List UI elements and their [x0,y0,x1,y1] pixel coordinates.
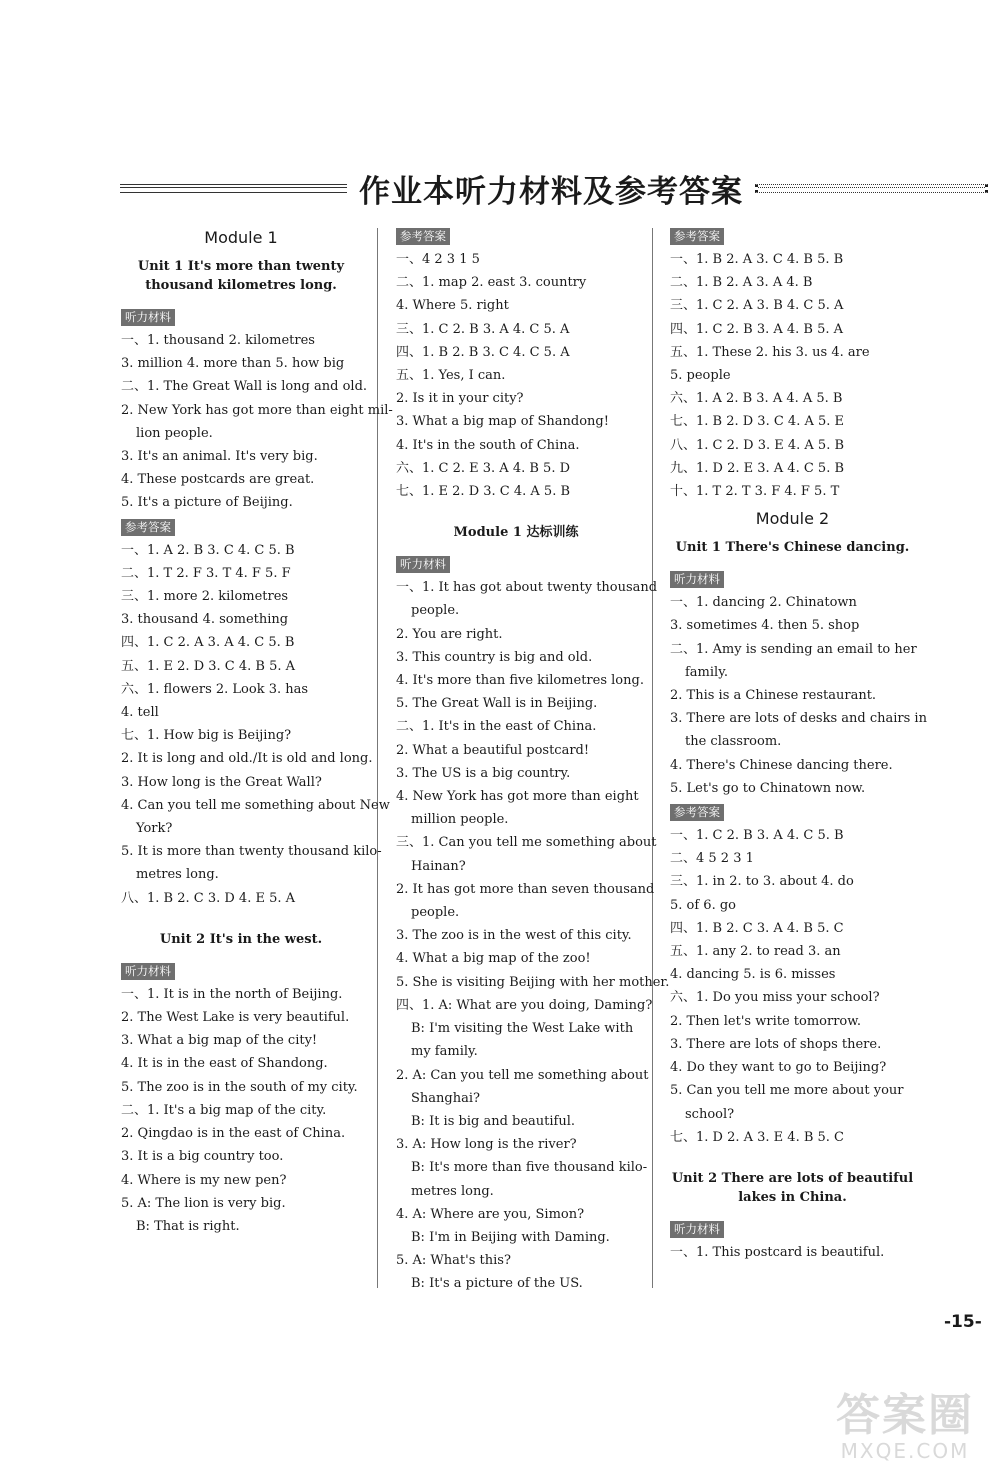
text-line: 2. Qingdao is in the east of China. [121,1126,346,1142]
text-line: 五、1. E 2. D 3. C 4. B 5. A [121,658,296,674]
listening-list [121,983,361,1238]
text-line: 一、4 2 3 1 5 [396,252,480,267]
title-rule-right [755,184,988,193]
text-line: 七、1. E 2. D 3. C 4. A 5. B [396,484,571,500]
text-line: 3. What a big map of Shandong! [396,414,609,430]
answer-tag: 参考答案 [121,519,175,536]
text-line: 九、1. D 2. E 3. A 4. C 5. B [670,460,845,476]
text-line: 4. Do they want to go to Beijing? [670,1060,887,1076]
text-line: 2. New York has got more than eight mil- [121,402,393,418]
text-line: 4. tell [121,705,159,721]
text-line: metres long. [136,867,219,883]
watermark-logo [820,1392,990,1464]
text-line: 一、1. It is in the north of Beijing. [121,986,343,1002]
text-line: 四、1. C 2. B 3. A 4. B 5. A [670,321,844,337]
text-line: 4. It's in the south of China. [396,437,580,453]
text-line: 三、1. C 2. B 3. A 4. C 5. A [396,321,570,337]
text-line: 十、1. T 2. T 3. F 4. F 5. T [670,484,840,500]
text-line: B: That is right. [136,1218,240,1234]
text-line: people. [411,905,460,921]
text-line: 3. There are lots of shops there. [670,1036,882,1052]
text-line: 5. It's a picture of Beijing. [121,495,293,511]
module-heading: Module 2 [755,509,830,529]
text-line: 一、1. C 2. B 3. A 4. C 5. B [670,828,844,844]
text-line: 3. There are lots of desks and chairs in [670,711,927,727]
watermark-site: MXQE.COM [840,1439,970,1463]
text-line: 四、1. C 2. A 3. A 4. C 5. B [121,635,295,651]
text-line: 4. There's Chinese dancing there. [670,757,893,773]
text-line: 八、1. C 2. D 3. E 4. A 5. B [670,437,845,453]
text-line: 4. What a big map of the zoo! [396,951,591,967]
text-line: 3. How long is the Great Wall? [121,774,322,790]
text-line: the classroom. [685,734,782,750]
text-line: 六、1. Do you miss your school? [670,990,880,1006]
text-line: B: It's a picture of the US. [411,1276,583,1292]
text-line: 5. The zoo is in the south of my city. [121,1079,358,1095]
text-line: 四、1. B 2. C 3. A 4. B 5. C [670,920,844,936]
text-line: lion people. [136,425,213,441]
text-line: 4. New York has got more than eight [396,789,639,805]
text-line: 三、1. in 2. to 3. about 4. do [670,874,854,890]
unit-heading: Unit 1 It's more than twenty thousand kilometres long. [137,259,345,293]
text-line: my family. [411,1044,478,1060]
text-line: metres long. [411,1183,494,1199]
text-line: people. [411,603,460,619]
module-heading: Module 1 [204,228,278,247]
text-line: 5. of 6. go [670,897,736,913]
text-line: 5. The Great Wall is in Beijing. [396,696,598,712]
text-line: 五、1. These 2. his 3. us 4. are [670,344,870,360]
unit-heading: Unit 1 There's Chinese dancing. [675,540,910,556]
text-line: 2. A: Can you tell me something about [396,1067,649,1083]
text-line: 3. sometimes 4. then 5. shop [670,618,860,634]
text-line: 5. Can you tell me more about your [670,1083,904,1099]
column-2 [396,224,670,1296]
text-line: 3. This country is big and old. [396,649,593,665]
text-line: 4. Where is my new pen? [121,1172,287,1188]
text-line: 3. A: How long is the river? [396,1137,577,1153]
text-line: 二、1. The Great Wall is long and old. [121,379,368,395]
text-line: 二、1. It's a big map of the city. [121,1102,327,1118]
answer-tag: 参考答案 [396,228,450,245]
column-1 [121,224,393,1238]
listening-list [396,576,670,1295]
listening-tag: 听力材料 [670,1221,724,1238]
text-line: 2. What a beautiful postcard! [396,742,590,758]
answer-list [396,248,636,503]
text-line: 三、1. C 2. A 3. B 4. C 5. A [670,298,844,314]
text-line: 2. It has got more than seven thousand [396,881,655,897]
text-line: 3. The US is a big country. [396,765,571,781]
listening-list [670,1241,915,1264]
text-line: 五、1. Yes, I can. [396,368,506,384]
text-line: 3. What a big map of the city! [121,1033,318,1049]
text-line: 一、1. dancing 2. Chinatown [670,595,857,611]
text-line: 4. It's more than five kilometres long. [396,673,644,689]
text-line: 2. You are right. [396,626,503,642]
text-line: 七、1. How big is Beijing? [121,728,292,744]
text-line: 3. million 4. more than 5. how big [121,356,345,372]
text-line: 5. She is visiting Beijing with her mother. [396,974,670,990]
answer-list [670,824,915,1149]
text-line: 5. A: The lion is very big. [121,1195,286,1211]
text-line: 四、1. A: What are you doing, Daming? [396,997,653,1013]
listening-tag: 听力材料 [670,571,724,588]
text-line: 七、1. D 2. A 3. E 4. B 5. C [670,1129,845,1145]
text-line: 5. Let's go to Chinatown now. [670,780,866,796]
text-line: million people. [411,812,509,828]
section-heading: Module 1 达标训练 [453,525,579,541]
title-rule-left [120,184,347,193]
text-line: B: I'm visiting the West Lake with [411,1021,634,1037]
text-line: 4. A: Where are you, Simon? [396,1206,585,1222]
text-line: 二、1. Amy is sending an email to her [670,641,917,657]
text-line: 八、1. B 2. C 3. D 4. E 5. A [121,890,296,906]
text-line: 2. The West Lake is very beautiful. [121,1010,350,1026]
column-divider [652,228,653,1288]
unit-heading: Unit 2 It's in the west. [159,931,323,947]
text-line: 4. dancing 5. is 6. misses [670,967,836,983]
page-title-bar [120,166,988,210]
column-divider [377,228,378,1288]
text-line: 5. A: What's this? [396,1253,511,1269]
listening-tag: 听力材料 [396,556,450,573]
text-line: 4. These postcards are great. [121,472,315,488]
answer-list [121,539,390,910]
text-line: 一、1. This postcard is beautiful. [670,1244,885,1260]
answer-list [670,248,915,503]
text-line: B: It is big and beautiful. [411,1113,576,1129]
text-line: 3. It's an animal. It's very big. [121,449,318,465]
text-line: York? [136,821,173,837]
text-line: 二、1. It's in the east of China. [396,719,597,735]
watermark-logo-text: 答案圈 [836,1390,974,1441]
text-line: 4. Where 5. right [396,298,509,314]
text-line: 4. Can you tell me something about New [121,797,390,813]
text-line: Shanghai? [411,1090,480,1106]
listening-tag: 听力材料 [121,963,175,980]
text-line: 二、1. B 2. A 3. A 4. B [670,275,813,291]
page-number: -15- [944,1312,982,1332]
text-line: 一、1. thousand 2. kilometres [121,333,315,348]
text-line: 一、1. B 2. A 3. C 4. B 5. B [670,252,844,267]
text-line: B: It's more than five thousand kilo- [411,1160,648,1176]
text-line: 2. Then let's write tomorrow. [670,1013,861,1029]
text-line: 四、1. B 2. B 3. C 4. C 5. A [396,344,570,360]
text-line: B: I'm in Beijing with Daming. [411,1229,610,1245]
text-line: 2. It is long and old./It is old and long. [121,751,373,767]
text-line: 六、1. flowers 2. Look 3. has [121,681,309,697]
page-title: 作业本听力材料及参考答案 [359,173,743,210]
unit-heading: Unit 2 There are lots of beautiful lakes in China. [671,1170,914,1205]
text-line: Hainan? [411,858,466,874]
text-line: 三、1. more 2. kilometres [121,589,289,605]
text-line: school? [685,1106,735,1122]
listening-tag: 听力材料 [121,309,175,326]
text-line: 2. Is it in your city? [396,391,524,407]
text-line: 二、1. T 2. F 3. T 4. F 5. F [121,565,291,581]
text-line: 三、1. Can you tell me something about [396,835,657,851]
listening-list [121,329,393,515]
column-3 [670,224,927,1264]
answer-tag: 参考答案 [670,228,724,245]
text-line: 3. thousand 4. something [121,612,289,628]
text-line: 五、1. any 2. to read 3. an [670,944,841,960]
text-line: 一、1. It has got about twenty thousand [396,580,658,596]
text-line: family. [685,664,728,680]
text-line: 3. It is a big country too. [121,1149,284,1165]
text-line: 5. It is more than twenty thousand kilo- [121,844,382,860]
text-line: 3. The zoo is in the west of this city. [396,928,632,944]
text-line: 七、1. B 2. D 3. C 4. A 5. E [670,414,845,430]
text-line: 2. This is a Chinese restaurant. [670,688,877,704]
listening-list [670,591,927,800]
text-line: 一、1. A 2. B 3. C 4. C 5. B [121,542,295,558]
text-line: 二、4 5 2 3 1 [670,851,754,867]
text-line: 六、1. A 2. B 3. A 4. A 5. B [670,391,843,407]
text-line: 5. people [670,368,731,384]
answer-tag: 参考答案 [670,804,724,821]
text-line: 二、1. map 2. east 3. country [396,275,587,291]
text-line: 六、1. C 2. E 3. A 4. B 5. D [396,460,571,476]
text-line: 4. It is in the east of Shandong. [121,1056,328,1072]
